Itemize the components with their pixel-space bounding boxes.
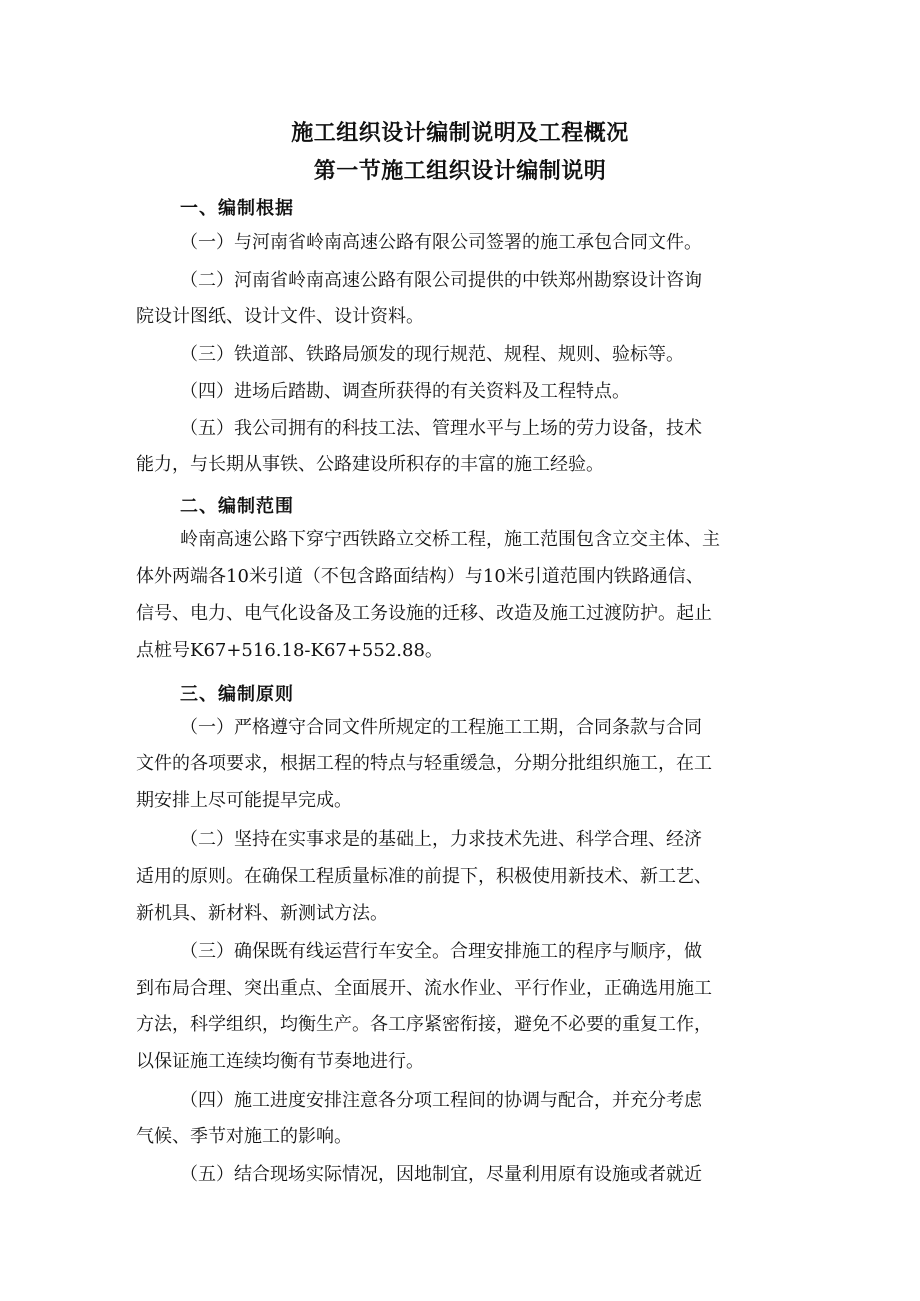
paragraph-line: 体外两端各10米引道（不包含路面结构）与10米引道范围内铁路通信、 (136, 566, 704, 587)
paragraph-line: 到布局合理、突出重点、全面展开、流水作业、平行作业，正确选用施工 (136, 978, 712, 999)
paragraph-line: 院设计图纸、设计文件、设计资料。 (136, 306, 424, 327)
paragraph-line: （三）铁道部、铁路局颁发的现行规范、规程、规则、验标等。 (180, 344, 684, 365)
section-heading: 一、编制根据 (180, 198, 294, 219)
section-heading: 三、编制原则 (180, 684, 294, 705)
paragraph-line: （二）河南省岭南高速公路有限公司提供的中铁郑州勘察设计咨询 (180, 270, 702, 291)
paragraph-line: 方法，科学组织，均衡生产。各工序紧密衔接，避免不必要的重复工作， (136, 1014, 712, 1035)
paragraph-line: 点桩号K67+516.18-K67+552.88。 (136, 640, 443, 661)
paragraph-line: 适用的原则。在确保工程质量标准的前提下，积极使用新技术、新工艺、 (136, 866, 712, 887)
paragraph-line: 文件的各项要求，根据工程的特点与轻重缓急，分期分批组织施工，在工 (136, 753, 712, 774)
section-title: 第一节施工组织设计编制说明 (313, 159, 607, 184)
paragraph-line: 能力，与长期从事铁、公路建设所积存的丰富的施工经验。 (136, 454, 604, 475)
paragraph-line: 以保证施工连续均衡有节奏地进行。 (136, 1051, 424, 1072)
paragraph-line: （四）施工进度安排注意各分项工程间的协调与配合，并充分考虑 (180, 1090, 702, 1111)
paragraph-line: 期安排上尽可能提早完成。 (136, 790, 352, 811)
paragraph-line: （五）结合现场实际情况，因地制宜，尽量利用原有设施或者就近 (180, 1164, 702, 1185)
section-heading: 二、编制范围 (180, 496, 294, 517)
paragraph-line: 气候、季节对施工的影响。 (136, 1126, 352, 1147)
document-title: 施工组织设计编制说明及工程概况 (291, 121, 629, 146)
paragraph-line: 新机具、新材料、新测试方法。 (136, 903, 388, 924)
paragraph-line: （一）严格遵守合同文件所规定的工程施工工期，合同条款与合同 (180, 717, 702, 738)
paragraph-line: （四）进场后踏勘、调查所获得的有关资料及工程特点。 (180, 381, 630, 402)
paragraph-line: （三）确保既有线运营行车安全。合理安排施工的程序与顺序，做 (180, 941, 702, 962)
paragraph-line: （五）我公司拥有的科技工法、管理水平与上场的劳力设备，技术 (180, 418, 702, 439)
paragraph-line: 信号、电力、电气化设备及工务设施的迁移、改造及施工过渡防护。起止 (136, 603, 712, 624)
paragraph-line: （一）与河南省岭南高速公路有限公司签署的施工承包合同文件。 (180, 232, 702, 253)
paragraph-line: （二）坚持在实事求是的基础上，力求技术先进、科学合理、经济 (180, 829, 702, 850)
paragraph-line: 岭南高速公路下穿宁西铁路立交桥工程，施工范围包含立交主体、主 (180, 529, 720, 550)
